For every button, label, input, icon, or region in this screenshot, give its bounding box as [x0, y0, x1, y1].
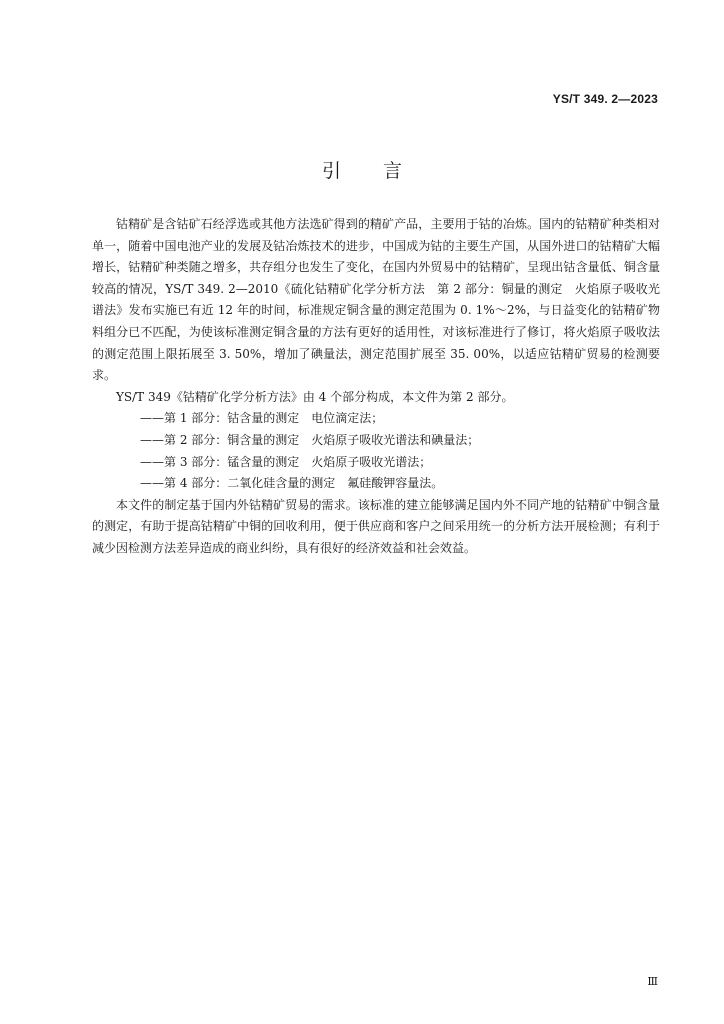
paragraph-closing: 本文件的制定基于国内外钴精矿贸易的需求。该标准的建立能够满足国内外不同产地的钴精矿中铜含量的测定，有助于提高钴精矿中铜的回收利用，便于供应商和客户之间采用统一的分析方法开展检测；有利于减少因检测方法差异造成的商业纠纷，具有很好的经济效益和社会效益。	[92, 497, 660, 555]
document-body	[92, 214, 660, 560]
paragraph-background: 钴精矿是含钴矿石经浮选或其他方法选矿得到的精矿产品，主要用于钴的冶炼。国内的钴精矿种类相对单一，随着中国电池产业的发展及钴冶炼技术的进步，中国成为钴的主要生产国，从国外进口的钴精矿大幅增长，钴精矿种类随之增多，共存组分也发生了变化，在国内外贸易中的钴精矿，呈现出钴含量低、铜含量较高的情况，YS/T 349. 2—2010《硫化钴精矿化学分析方法 第 2 部分：铜量的测定 火焰原子吸收光谱法》发布实施已有近 12 年的时间，标准规定铜含量的测定范围为 0. 1%～2%，与日益变化的钴精矿物料组分已不匹配，为使该标准测定铜含量的方法有更好的适用性，对该标准进行了修订，将火焰原子吸收法的测定范围上限拓展至 3. 50%，增加了碘量法，测定范围扩展至 35. 00%，以适应钴精矿贸易的检测要求。	[92, 217, 660, 383]
standard-number: YS/T 349. 2—2023	[552, 92, 658, 106]
list-item-part-2: ——第 2 部分：铜含量的测定 火焰原子吸收光谱法和碘量法；	[140, 432, 480, 447]
page-number: Ⅲ	[647, 975, 658, 988]
list-item-part-3: ——第 3 部分：锰含量的测定 火焰原子吸收光谱法；	[140, 454, 432, 469]
list-item-part-1: ——第 1 部分：钴含量的测定 电位滴定法；	[140, 411, 384, 426]
list-item-part-4: ——第 4 部分：二氧化硅含量的测定 氟硅酸钾容量法。	[140, 476, 444, 491]
paragraph-structure: YS/T 349《钴精矿化学分析方法》由 4 个部分构成，本文件为第 2 部分。	[116, 389, 514, 404]
page-title: 引言	[321, 160, 444, 182]
